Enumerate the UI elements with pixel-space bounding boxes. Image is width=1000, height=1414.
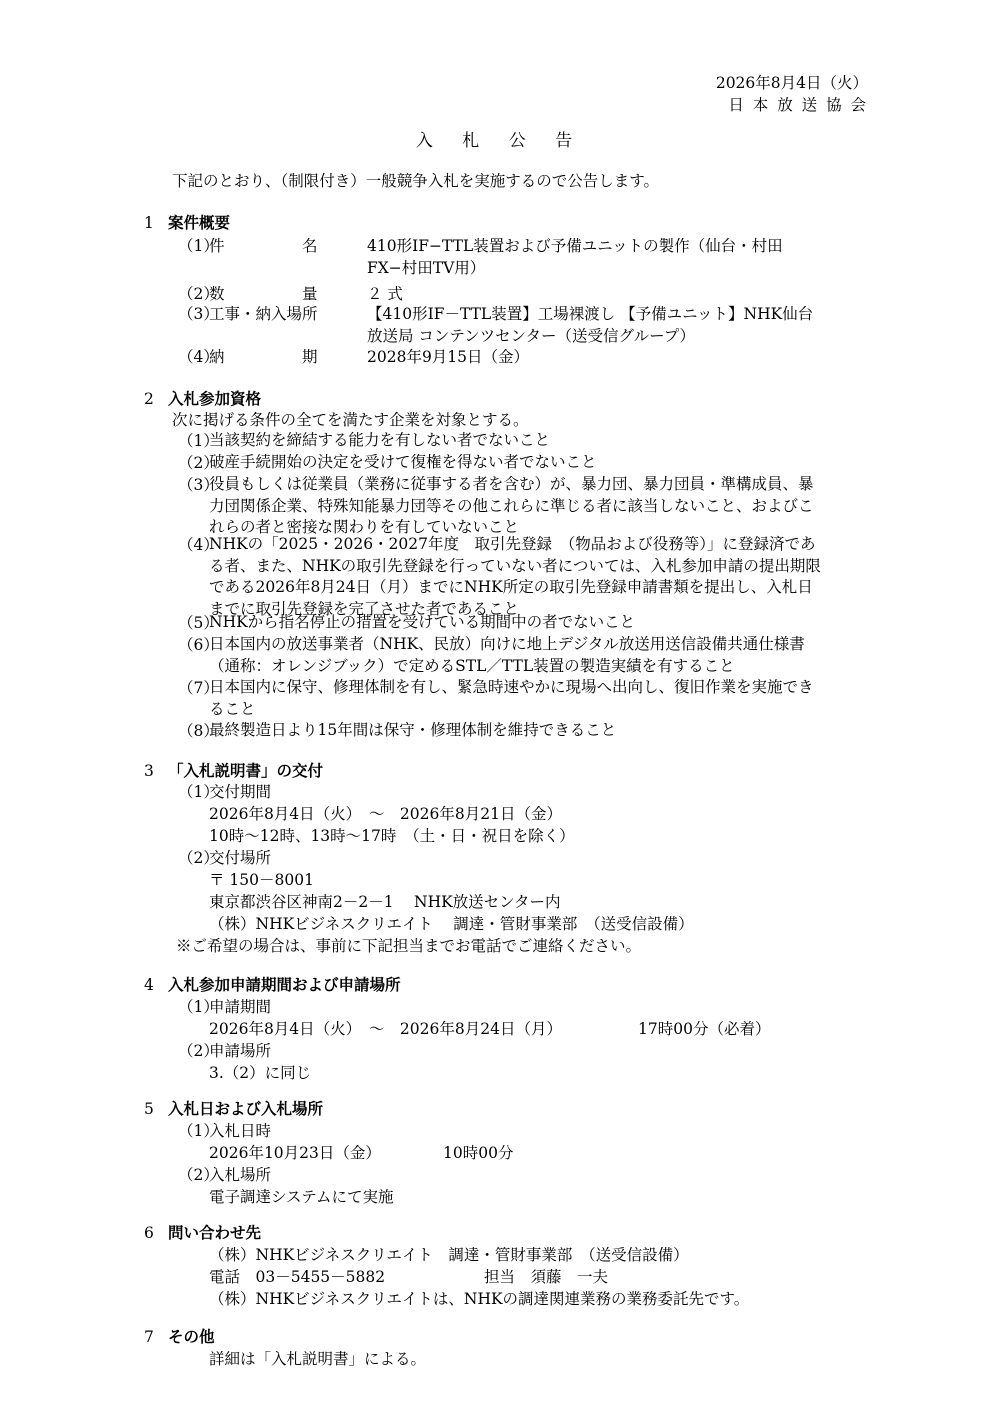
qualification-item: NHKの「2025・2026・2027年度 取引先登録 （物品および役務等）」に登録済である者、また、NHKの取引先登録を行っていない者については、入札参加申請の提出期限である2026年8月24日（月）までにNHK所定の取引先登録申請書類を提出し、入札日までに取引先登録を完了させた者であること	[209, 535, 821, 618]
application-place: 3.（2）に同じ	[209, 1064, 312, 1082]
intro-text: 下記のとおり、（制限付き）一般競争入札を実施するので公告します。	[172, 172, 660, 190]
qualification-item: 役員もしくは従業員（業務に従事する者を含む）が、暴力団、暴力団員・準構成員、暴力団関係企業、特殊知能暴力団等その他これらに準じる者に該当しないこと、およびこれらの者と密接な関わりを有していないこと	[209, 475, 814, 536]
item-number: （1）	[178, 432, 219, 450]
section-number: 2	[144, 390, 154, 408]
item-number: （3）	[178, 476, 219, 494]
item-number: （1）	[178, 998, 219, 1016]
page-title: 入 札 公 告	[415, 131, 585, 151]
bid-time: 10時00分	[443, 1144, 514, 1162]
section-title: 問い合わせ先	[168, 1223, 262, 1242]
application-deadline-time: 17時00分（必着）	[638, 1020, 771, 1038]
item-label: 入札場所	[209, 1166, 272, 1184]
section-number: 4	[144, 976, 154, 994]
section-number: 3	[144, 762, 154, 780]
qualification-item: 破産手続開始の決定を受けて復権を得ない者でないこと	[209, 453, 597, 471]
item-number: （2）	[178, 285, 219, 303]
field-value: ２ 式	[367, 285, 403, 303]
item-number: （2）	[178, 1042, 219, 1060]
item-label: 申請期間	[209, 998, 272, 1016]
section-title: 「入札説明書」の交付	[168, 761, 324, 780]
item-label: 交付場所	[209, 849, 272, 867]
item-number: （1）	[178, 1122, 219, 1140]
field-label: 数 量	[209, 285, 318, 303]
bid-date: 2026年10月23日（金）	[209, 1144, 381, 1162]
address: 東京都渋谷区神南2－2－1 NHK放送センター内	[209, 893, 561, 911]
qualification-item: 最終製造日より15年間は保守・修理体制を維持できること	[209, 721, 617, 739]
contact-note: （株）NHKビジネスクリエイトは、NHKの調達関連業務の業務委託先です。	[209, 1290, 750, 1308]
qualification-item: NHKから指名停止の措置を受けている期間中の者でないこと	[209, 613, 636, 631]
item-number: （8）	[178, 722, 219, 740]
other-details: 詳細は「入札説明書」による。	[209, 1350, 427, 1368]
contact-phone: 電話 03－5455－5882	[209, 1268, 386, 1286]
item-number: （6）	[178, 636, 219, 654]
item-number: （5）	[178, 614, 219, 632]
section-title: その他	[168, 1327, 215, 1346]
item-number: （1）	[178, 783, 219, 801]
item-label: 交付期間	[209, 783, 272, 801]
section-title: 案件概要	[168, 213, 231, 232]
section-title: 入札参加申請期間および申請場所	[168, 975, 401, 994]
item-number: （4）	[178, 536, 219, 554]
item-number: （1）	[178, 237, 219, 255]
contact-note: ※ご希望の場合は、事前に下記担当までお電話でご連絡ください。	[176, 937, 642, 955]
section-lead: 次に掲げる条件の全てを満たす企業を対象とする。	[172, 411, 529, 429]
field-value: 410形IF−TTL装置および予備ユニットの製作（仙台・村田FX−村田TV用）	[367, 237, 783, 277]
section-number: 6	[144, 1224, 154, 1242]
item-number: （2）	[178, 849, 219, 867]
application-period: 2026年8月4日（火） ～ 2026年8月24日（月）	[209, 1020, 562, 1038]
section-number: 5	[144, 1100, 154, 1118]
delivery-hours: 10時～12時、13時～17時 （土・日・祝日を除く）	[209, 827, 575, 845]
field-label: 件 名	[209, 237, 318, 255]
company-department: （株）NHKビジネスクリエイト 調達・管財事業部 （送受信設備）	[209, 915, 694, 933]
contact-company: （株）NHKビジネスクリエイト 調達・管財事業部 （送受信設備）	[209, 1246, 689, 1264]
section-number: 1	[144, 214, 154, 232]
notice-date: 2026年8月4日（火）	[715, 74, 868, 92]
section-title: 入札参加資格	[168, 389, 262, 408]
section-number: 7	[144, 1328, 154, 1346]
qualification-item: 当該契約を締結する能力を有しない者でないこと	[209, 431, 551, 449]
field-label: 工事・納入場所	[209, 305, 318, 323]
contact-person: 担当 須藤 一夫	[484, 1268, 609, 1286]
field-label: 納 期	[209, 348, 318, 366]
delivery-period: 2026年8月4日（火） ～ 2026年8月21日（金）	[209, 805, 562, 823]
qualification-item: 日本国内に保守、修理体制を有し、緊急時速やかに現場へ出向し、復旧作業を実施できること	[209, 678, 814, 718]
item-number: （3）	[178, 305, 219, 323]
field-value: 2028年9月15日（金）	[367, 348, 530, 366]
item-number: （7）	[178, 679, 219, 697]
item-number: （2）	[178, 454, 219, 472]
item-number: （4）	[178, 348, 219, 366]
bid-place: 電子調達システムにて実施	[209, 1188, 394, 1206]
postal-code: 〒 150－8001	[209, 871, 314, 889]
section-title: 入札日および入札場所	[168, 1099, 324, 1118]
item-label: 申請場所	[209, 1042, 272, 1060]
qualification-item: 日本国内の放送事業者（NHK、民放）向けに地上デジタル放送用送信設備共通仕様書（通称：オレンジブック）で定めるSTL／TTL装置の製造実績を有すること	[209, 635, 805, 675]
item-number: （2）	[178, 1166, 219, 1184]
field-value: 【410形IF－TTL装置】工場裸渡し 【予備ユニット】NHK仙台放送局 コンテンツセンター（送受信グループ）	[367, 305, 814, 345]
item-label: 入札日時	[209, 1122, 272, 1140]
issuer-org: 日 本 放 送 協 会	[728, 96, 868, 114]
